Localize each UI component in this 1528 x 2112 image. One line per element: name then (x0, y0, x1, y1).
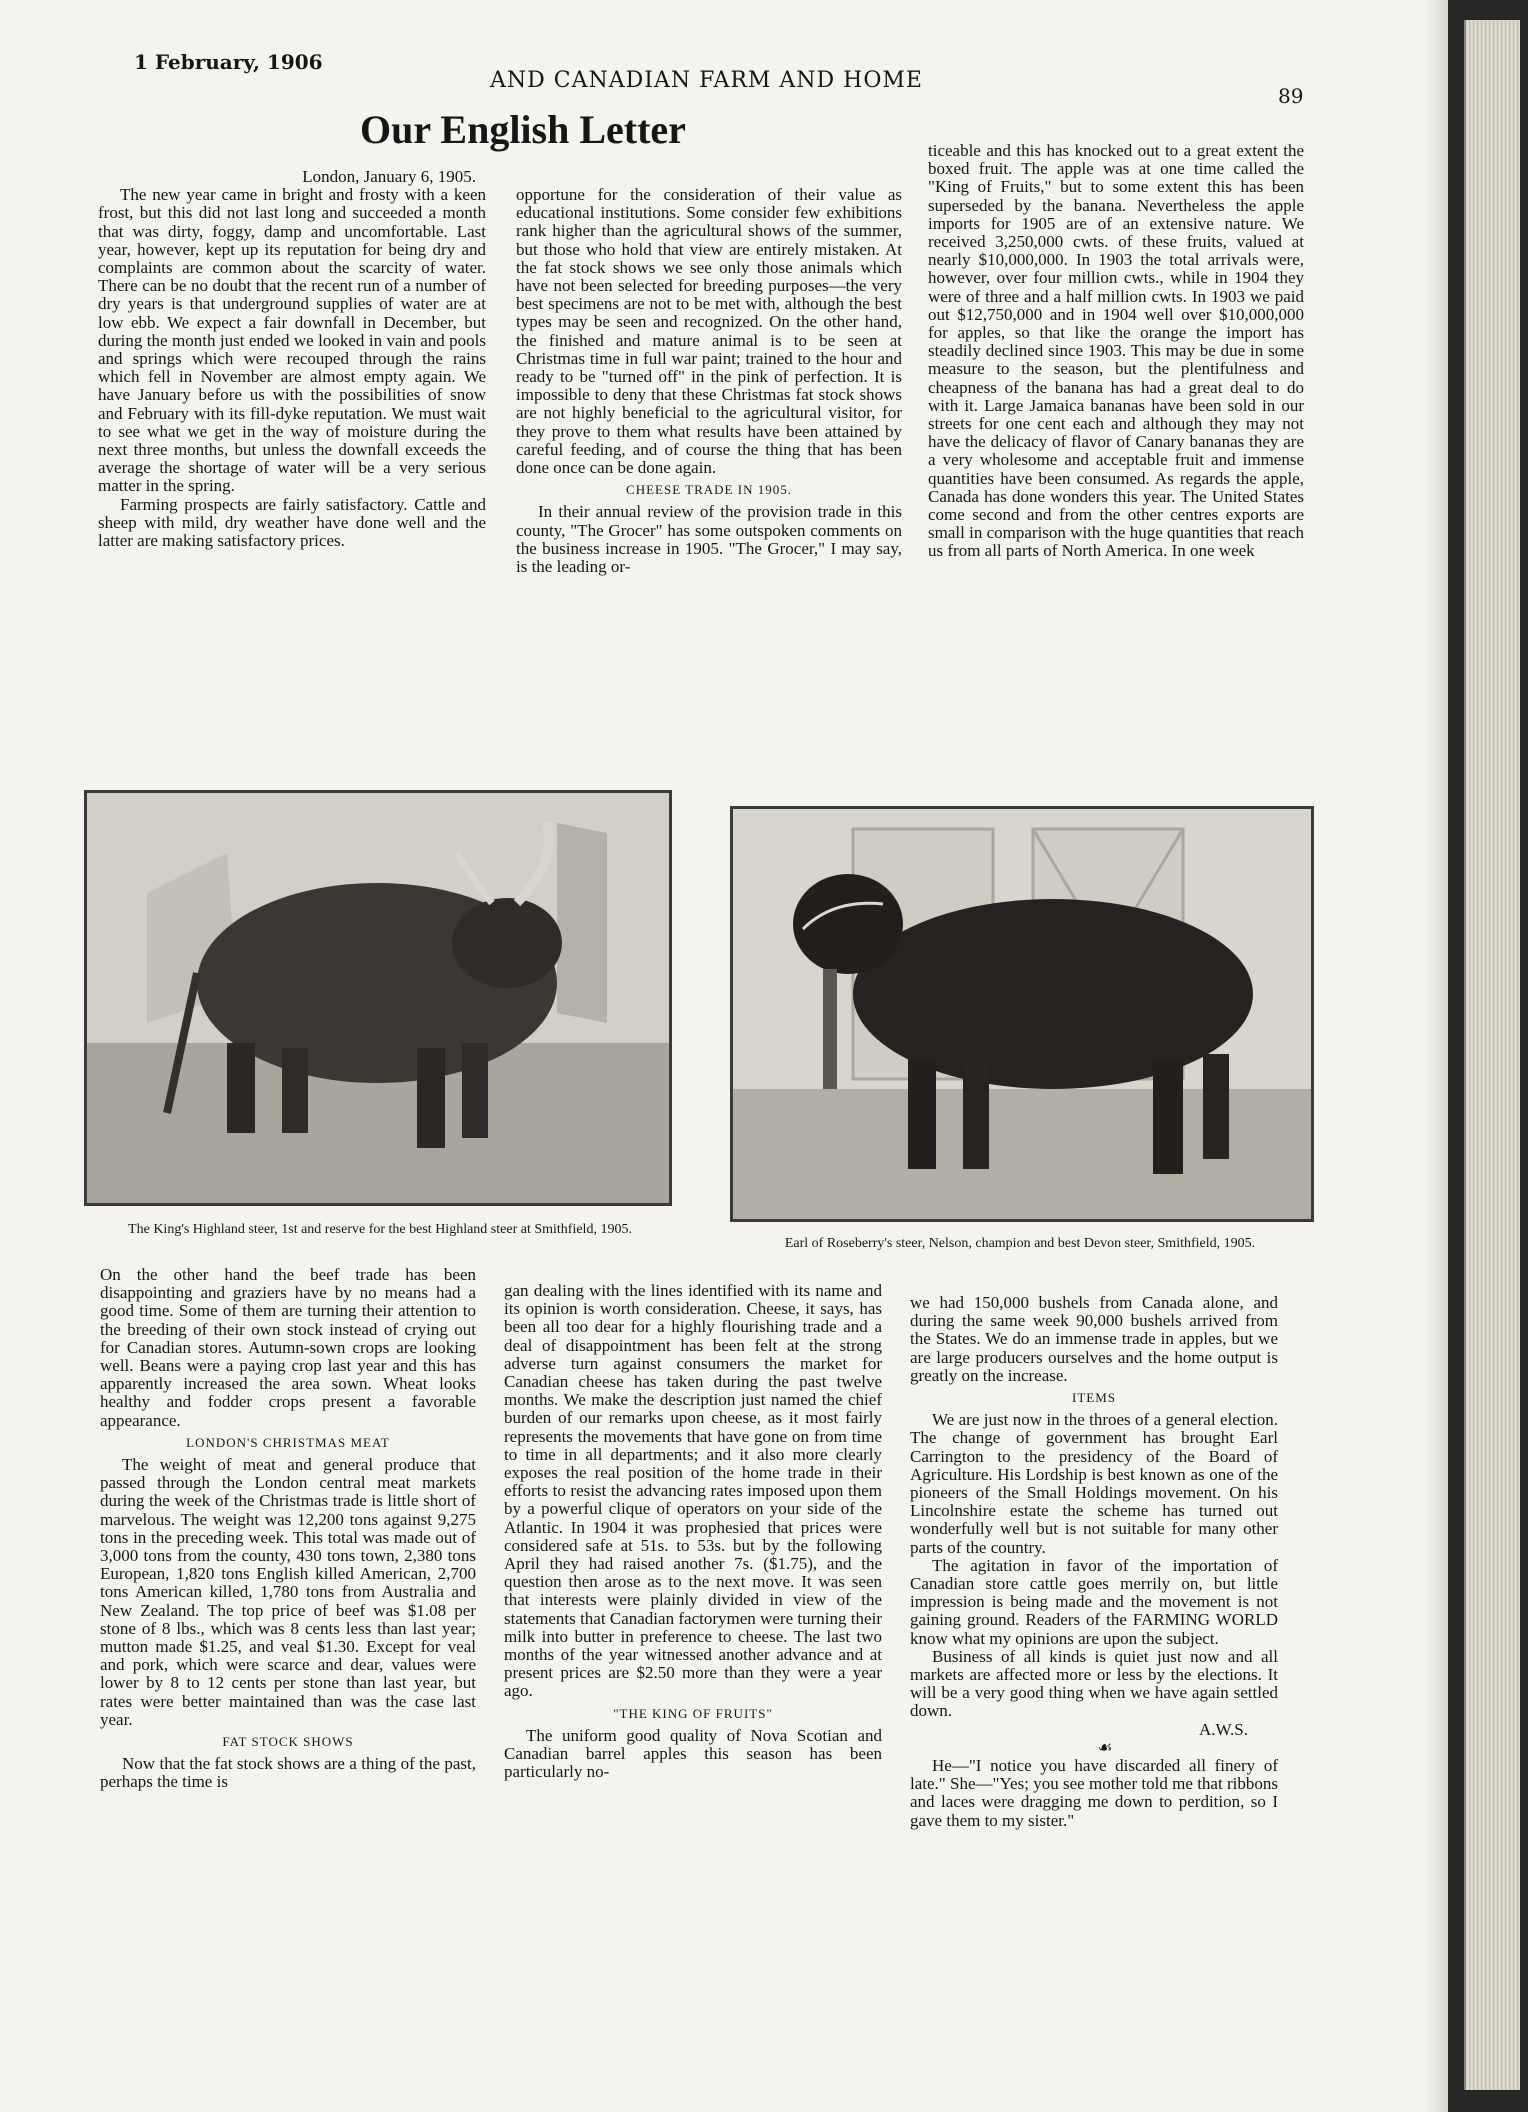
column-6 (910, 1294, 1278, 1830)
section-heading: "THE KING OF FRUITS" (613, 1705, 773, 1721)
paragraph: ticeable and this has knocked out to a great extent the boxed fruit. The apple was at one time called the "King of Fruits," but to some extent this has been superseded by the banana. Nevertheless the apple imports for 1905 are of an extensive nature. We received 3,250,000 cwts. of these fruits, valued at nearly $10,000,000. In 1903 the total arrivals were, however, over four million cwts., while in 1904 they were of three and a half million cwts. In 1903 we paid out $12,750,000 and in 1904 well over $10,000,000 for apples, so that like the orange the import has steadily declined since 1903. This may be due in some measure to the season, but the plentifulness and cheapness of the banana has had a great deal to do with it. Large Jamaica bananas have been sold in our streets for one cent each and although they may not have the delicacy of flavor of Canary bananas they are a very wholesome and acceptable fruit and immense quantities have been consumed. As regards the apple, Canada has done wonders this year. The United States come second and from the other centres exports are small in comparison with the huge quantities that reach us from all parts of North America. In one week (928, 142, 1304, 561)
fleuron-ornament: ☙ (1097, 1737, 1113, 1757)
section-heading: LONDON'S CHRISTMAS MEAT (186, 1434, 390, 1450)
issue-date: 1 February, 1906 (134, 50, 323, 74)
paragraph: we had 150,000 bushels from Canada alone, and during the same week 90,000 bushels arrived from the States. We do an immense trade in apples, but we are large producers ourselves and the home output is greatly on the increase. (910, 1294, 1278, 1385)
paragraph: The new year came in bright and frosty with a keen frost, but this did not last long and succeeded a month that was dirty, foggy, damp and uncomfortable. Last year, however, kept up its reputation for being dry and complaints are common about the scarcity of water. There can be no doubt that the recent run of a number of dry years is that underground supplies of water are at low ebb. We expect a fair downfall in December, but during the month just ended we looked in vain and pools and springs which were recouped through the rains which fell in November are almost empty again. We have January before us with the possibilities of snow and February with its fill-dyke reputation. We must wait to see what we get in the way of moisture during the next three months, but unless the downfall exceeds the average the shortage of water will be a very serious matter in the spring. (98, 185, 486, 496)
book-spine (1464, 20, 1520, 2090)
photo-highland-steer (84, 790, 672, 1206)
paragraph: He—"I notice you have discarded all finery of late." She—"Yes; you see mother told me that ribbons and laces were dragging me down to perdition, so I gave them to my sister." (910, 1756, 1278, 1830)
devon-steer-image (733, 809, 1311, 1219)
author-signature: A.W.S. (1199, 1719, 1248, 1739)
photo-devon-steer (730, 806, 1314, 1222)
paragraph: Business of all kinds is quiet just now and all markets are affected more or less by the elections. It will be a very good thing when we have again settled down. (910, 1646, 1278, 1721)
article-headline: Our English Letter (360, 107, 686, 152)
paragraph: The agitation in favor of the importation of Canadian store cattle goes merrily on, but little impression is being made and the movement is not gaining ground. Readers of the FARMING WORLD know what my opinions are upon the subject. (910, 1555, 1278, 1648)
paragraph: We are just now in the throes of a general election. The change of government has brought Earl Carrington to the presidency of the Board of Agriculture. His Lordship is best known as one of the pioneers of the Small Holdings movement. On his Lincolnshire estate the scheme has turned out wonderfully well but is not suitable for many other parts of the country. (910, 1410, 1278, 1557)
section-heading: CHEESE TRADE IN 1905. (626, 482, 792, 498)
paragraph: opportune for the consideration of their value as educational institutions. Some consider few exhibitions rank higher than the agricultural shows of the summer, but those who hold that view are entirely mistaken. At the fat stock shows we see only those animals which have not been selected for breeding purposes—the very best specimens are not to be met with, although the best types may be seen and recognized. On the other hand, the finished and mature animal is to be seen at Christmas time in full war paint; trained to the hour and ready to be "turned off" in the pink of perfection. It is impossible to deny that these Christmas fat stock shows are not highly beneficial to the agricultural visitor, for they prove to them what results have been attained by careful feeding, and of course the thing that has been done once can be done again. (516, 186, 902, 478)
photo-caption-left: The King's Highland steer, 1st and reserve for the best Highland steer at Smithfield, 1905. (128, 1222, 632, 1237)
column-2 (516, 186, 902, 576)
paragraph: The weight of meat and general produce that passed through the London central meat markets during the week of the Christmas trade is little short of marvelous. The weight was 12,200 tons against 9,275 tons in the preceding week. This total was made out of 3,000 tons from the county, 430 tons town, 2,380 tons European, 1,820 tons English killed American, 2,700 tons American killed, 1,780 tons from Australia and New Zealand. The top price of beef was $1.08 per stone of 8 lbs., which was 8 cents less than last year; mutton made $1.25, and veal $1.30. Except for veal and pork, which were scarce and dear, values were lower by 8 to 12 cents per stone than last year, but rates were better maintained than was the case last year. (100, 1455, 476, 1729)
column-4 (100, 1266, 476, 1792)
highland-steer-image (87, 793, 669, 1203)
paragraph: Now that the fat stock shows are a thing of the past, perhaps the time is (100, 1754, 476, 1792)
column-1 (98, 168, 486, 550)
column-5 (504, 1282, 882, 1781)
section-heading: FAT STOCK SHOWS (222, 1734, 354, 1750)
section-heading: ITEMS (1072, 1390, 1116, 1406)
running-title: AND CANADIAN FARM AND HOME (490, 68, 923, 93)
paragraph: On the other hand the beef trade has been disappointing and graziers have by no means had a good time. Some of them are turning their attention to the breeding of their own stock instead of crying out for Canadian stores. Autumn-sown crops are looking well. Beans were a paying crop last year and this has apparently increased the area sown. Wheat looks healthy and fodder crops present a favorable appearance. (100, 1266, 476, 1430)
column-3 (928, 142, 1304, 561)
page-number: 89 (1278, 84, 1304, 108)
dateline: London, January 6, 1905. (302, 168, 476, 186)
paragraph: The uniform good quality of Nova Scotian and Canadian barrel apples this season has been particularly no- (504, 1725, 882, 1782)
photo-caption-right: Earl of Roseberry's steer, Nelson, champion and best Devon steer, Smithfield, 1905. (784, 1236, 1256, 1251)
paragraph: In their annual review of the provision trade in this county, "The Grocer" has some outspoken comments on the business increase in 1905. "The Grocer," I may say, is the leading or- (516, 502, 902, 577)
paragraph: Farming prospects are fairly satisfactory. Cattle and sheep with mild, dry weather have done well and the latter are making satisfactory prices. (98, 494, 486, 551)
paragraph: gan dealing with the lines identified with its name and its opinion is worth consideration. Cheese, it says, has been all too dear for a highly flourishing trade and a deal of disappointment has been felt at the strong adverse turn against consumers the market for Canadian cheese has taken during the past twelve months. We make the description just named the chief burden of our remarks upon cheese, as it most fairly represents the movements that have gone on from time to time in all departments; and it also more clearly exposes the real position of the home trade in their efforts to resist the advancing rates imposed upon them by a powerful clique of operators on your side of the Atlantic. In 1904 it was prophesied that prices were considered safe at 51s. to 53s. but by the following April they had raised another 7s. ($1.75), and the question then arose as to the next move. It was seen that interests were plainly divided in view of the statements that Canadian factorymen were turning their milk into butter in preference to cheese. The last two months of the year witnessed another advance and at present prices are $2.50 more than they were a year ago. (504, 1282, 882, 1701)
